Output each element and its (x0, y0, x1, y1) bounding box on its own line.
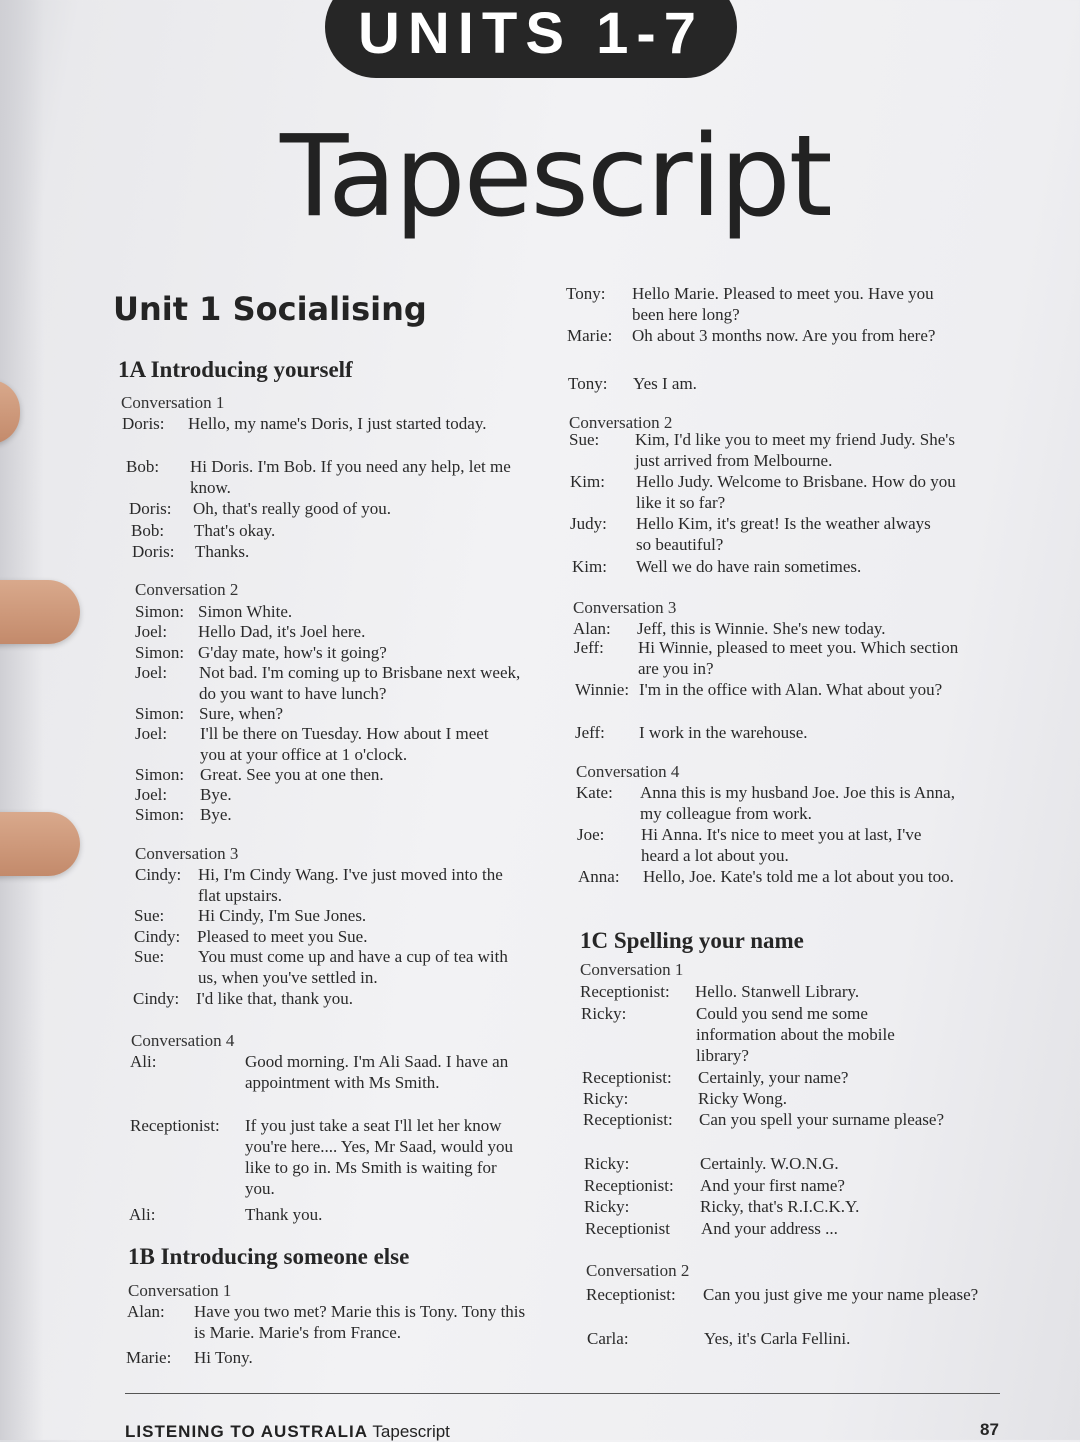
speaker: Tony: (568, 374, 608, 393)
conversation-label: Conversation 2 (586, 1261, 690, 1280)
utterance: Hi Winnie, pleased to meet you. Which section are you in? (638, 638, 959, 678)
utterance: Hello Judy. Welcome to Brisbane. How do you like it so far? (636, 472, 956, 512)
speaker: Alan: (127, 1302, 165, 1321)
speaker: Simon: (135, 805, 185, 824)
speaker: Simon: (135, 704, 185, 723)
speaker: Simon: (135, 643, 185, 662)
utterance: Hello. Stanwell Library. (695, 982, 860, 1001)
utterance: Can you spell your surname please? (699, 1110, 945, 1129)
speaker: Ricky: (584, 1197, 630, 1216)
conversation-label: Conversation 2 (569, 413, 673, 432)
speaker: Winnie: (575, 680, 630, 699)
speaker: Tony: (566, 284, 606, 303)
utterance: That's okay. (194, 521, 276, 540)
speaker: Doris: (129, 499, 172, 518)
speaker: Kate: (576, 783, 613, 802)
book-title: LISTENING TO AUSTRALIA (125, 1422, 368, 1441)
speaker: Joel: (135, 622, 168, 641)
page-number: 87 (980, 1420, 999, 1439)
utterance: Yes I am. (633, 374, 697, 393)
section-heading-1a: 1A Introducing yourself (118, 357, 353, 382)
utterance: Have you two met? Marie this is Tony. Tony this is Marie. Marie's from France. (194, 1302, 526, 1342)
utterance: Anna this is my husband Joe. Joe this is Anna, my colleague from work. (640, 783, 955, 823)
speaker: Receptionist: (582, 1068, 672, 1087)
speaker: Marie: (567, 326, 613, 345)
speaker: Ali: (130, 1052, 157, 1071)
speaker: Cindy: (134, 927, 181, 946)
speaker: Alan: (573, 619, 611, 638)
speaker: Sue: (569, 430, 600, 449)
speaker: Simon: (135, 602, 185, 621)
utterance: I'd like that, thank you. (196, 989, 353, 1008)
speaker: Joel: (135, 663, 168, 682)
page-edge (0, 0, 44, 1440)
utterance: Ricky, that's R.I.C.K.Y. (700, 1197, 860, 1216)
utterance: Can you just give me your name please? (703, 1285, 979, 1304)
speaker: Anna: (578, 867, 620, 886)
conversation-label: Conversation 3 (573, 598, 677, 617)
conversation-label: Conversation 4 (131, 1031, 235, 1050)
finger (0, 812, 80, 876)
utterance: Hi Doris. I'm Bob. If you need any help, let me know. (190, 457, 511, 497)
speaker: Joel: (135, 785, 168, 804)
utterance: Hi Cindy, I'm Sue Jones. (198, 906, 367, 925)
conversation-label: Conversation 1 (121, 393, 225, 412)
speaker: Ricky: (584, 1154, 630, 1173)
utterance: Hello Kim, it's great! Is the weather always so beautiful? (636, 514, 931, 554)
speaker: Receptionist: (586, 1285, 676, 1304)
utterance: Bye. (200, 805, 232, 824)
speaker: Cindy: (135, 865, 182, 884)
section-heading-1b: 1B Introducing someone else (128, 1244, 410, 1269)
utterance: And your first name? (700, 1176, 845, 1195)
speaker: Marie: (126, 1348, 172, 1367)
units-badge: UNITS 1-7 (325, 0, 737, 78)
utterance: I work in the warehouse. (639, 723, 808, 742)
utterance: And your address ... (701, 1219, 838, 1238)
conversation-label: Conversation 1 (128, 1281, 232, 1300)
utterance: Could you send me some information about the mobile library? (696, 1004, 895, 1065)
conversation-label: Conversation 3 (135, 844, 239, 863)
utterance: Certainly, your name? (698, 1068, 849, 1087)
footer-divider (125, 1393, 1000, 1394)
speaker: Jeff: (575, 723, 605, 742)
speaker: Simon: (135, 765, 185, 784)
conversation-label: Conversation 4 (576, 762, 680, 781)
utterance: Thank you. (245, 1205, 323, 1224)
utterance: Good morning. I'm Ali Saad. I have an appointment with Ms Smith. (245, 1052, 509, 1092)
utterance: Simon White. (198, 602, 293, 621)
utterance: Well we do have rain sometimes. (636, 557, 862, 576)
speaker: Joel: (135, 724, 168, 743)
speaker: Receptionist: (130, 1116, 220, 1135)
utterance: Yes, it's Carla Fellini. (704, 1329, 851, 1348)
conversation-label: Conversation 2 (135, 580, 239, 599)
speaker: Doris: (132, 542, 175, 561)
conversation-label: Conversation 1 (580, 960, 684, 979)
utterance: Oh about 3 months now. Are you from here? (632, 326, 936, 345)
speaker: Receptionist: (580, 982, 670, 1001)
utterance: You must come up and have a cup of tea with us, when you've settled in. (198, 947, 508, 987)
utterance: Kim, I'd like you to meet my friend Judy. She's just arrived from Melbourne. (635, 430, 955, 470)
finger (0, 580, 80, 644)
unit-heading: Unit 1 Socialising (113, 290, 427, 328)
speaker: Kim: (570, 472, 605, 491)
utterance: Hi, I'm Cindy Wang. I've just moved into the flat upstairs. (198, 865, 503, 905)
utterance: Pleased to meet you Sue. (197, 927, 368, 946)
utterance: I'm in the office with Alan. What about you? (639, 680, 943, 699)
speaker: Joe: (577, 825, 605, 844)
section-heading-1c: 1C Spelling your name (580, 928, 804, 953)
utterance: Hello, my name's Doris, I just started today. (188, 414, 487, 433)
speaker: Carla: (587, 1329, 629, 1348)
utterance: Jeff, this is Winnie. She's new today. (637, 619, 886, 638)
utterance: If you just take a seat I'll let her know you're here.... Yes, Mr Saad, would you like to go in. Ms Smith is waiting for you. (245, 1116, 513, 1198)
speaker: Receptionist (585, 1219, 670, 1238)
speaker: Jeff: (574, 638, 604, 657)
utterance: Hi Tony. (194, 1348, 253, 1367)
speaker: Receptionist: (584, 1176, 674, 1195)
utterance: Thanks. (195, 542, 250, 561)
page-title: Tapescript (280, 112, 831, 242)
utterance: Oh, that's really good of you. (193, 499, 392, 518)
speaker: Receptionist: (583, 1110, 673, 1129)
speaker: Ricky: (581, 1004, 627, 1023)
utterance: Hi Anna. It's nice to meet you at last, I've heard a lot about you. (641, 825, 922, 865)
speaker: Judy: (570, 514, 607, 533)
speaker: Bob: (126, 457, 160, 476)
speaker: Bob: (131, 521, 165, 540)
utterance: Hello Dad, it's Joel here. (198, 622, 366, 641)
utterance: Hello Marie. Pleased to meet you. Have you been here long? (632, 284, 934, 324)
utterance: I'll be there on Tuesday. How about I meet you at your office at 1 o'clock. (200, 724, 489, 764)
speaker: Doris: (122, 414, 165, 433)
speaker: Sue: (134, 947, 165, 966)
utterance: Not bad. I'm coming up to Brisbane next week, do you want to have lunch? (199, 663, 521, 703)
speaker: Kim: (572, 557, 607, 576)
speaker: Sue: (134, 906, 165, 925)
speaker: Ricky: (583, 1089, 629, 1108)
utterance: Ricky Wong. (698, 1089, 787, 1108)
speaker: Cindy: (133, 989, 180, 1008)
utterance: Great. See you at one then. (200, 765, 384, 784)
footer-section: Tapescript (372, 1422, 450, 1441)
utterance: Sure, when? (199, 704, 284, 723)
utterance: Hello, Joe. Kate's told me a lot about you too. (643, 867, 954, 886)
footer-running-title (125, 1422, 450, 1442)
utterance: Certainly. W.O.N.G. (700, 1154, 839, 1173)
utterance: G'day mate, how's it going? (198, 643, 387, 662)
utterance: Bye. (200, 785, 232, 804)
speaker: Ali: (129, 1205, 156, 1224)
